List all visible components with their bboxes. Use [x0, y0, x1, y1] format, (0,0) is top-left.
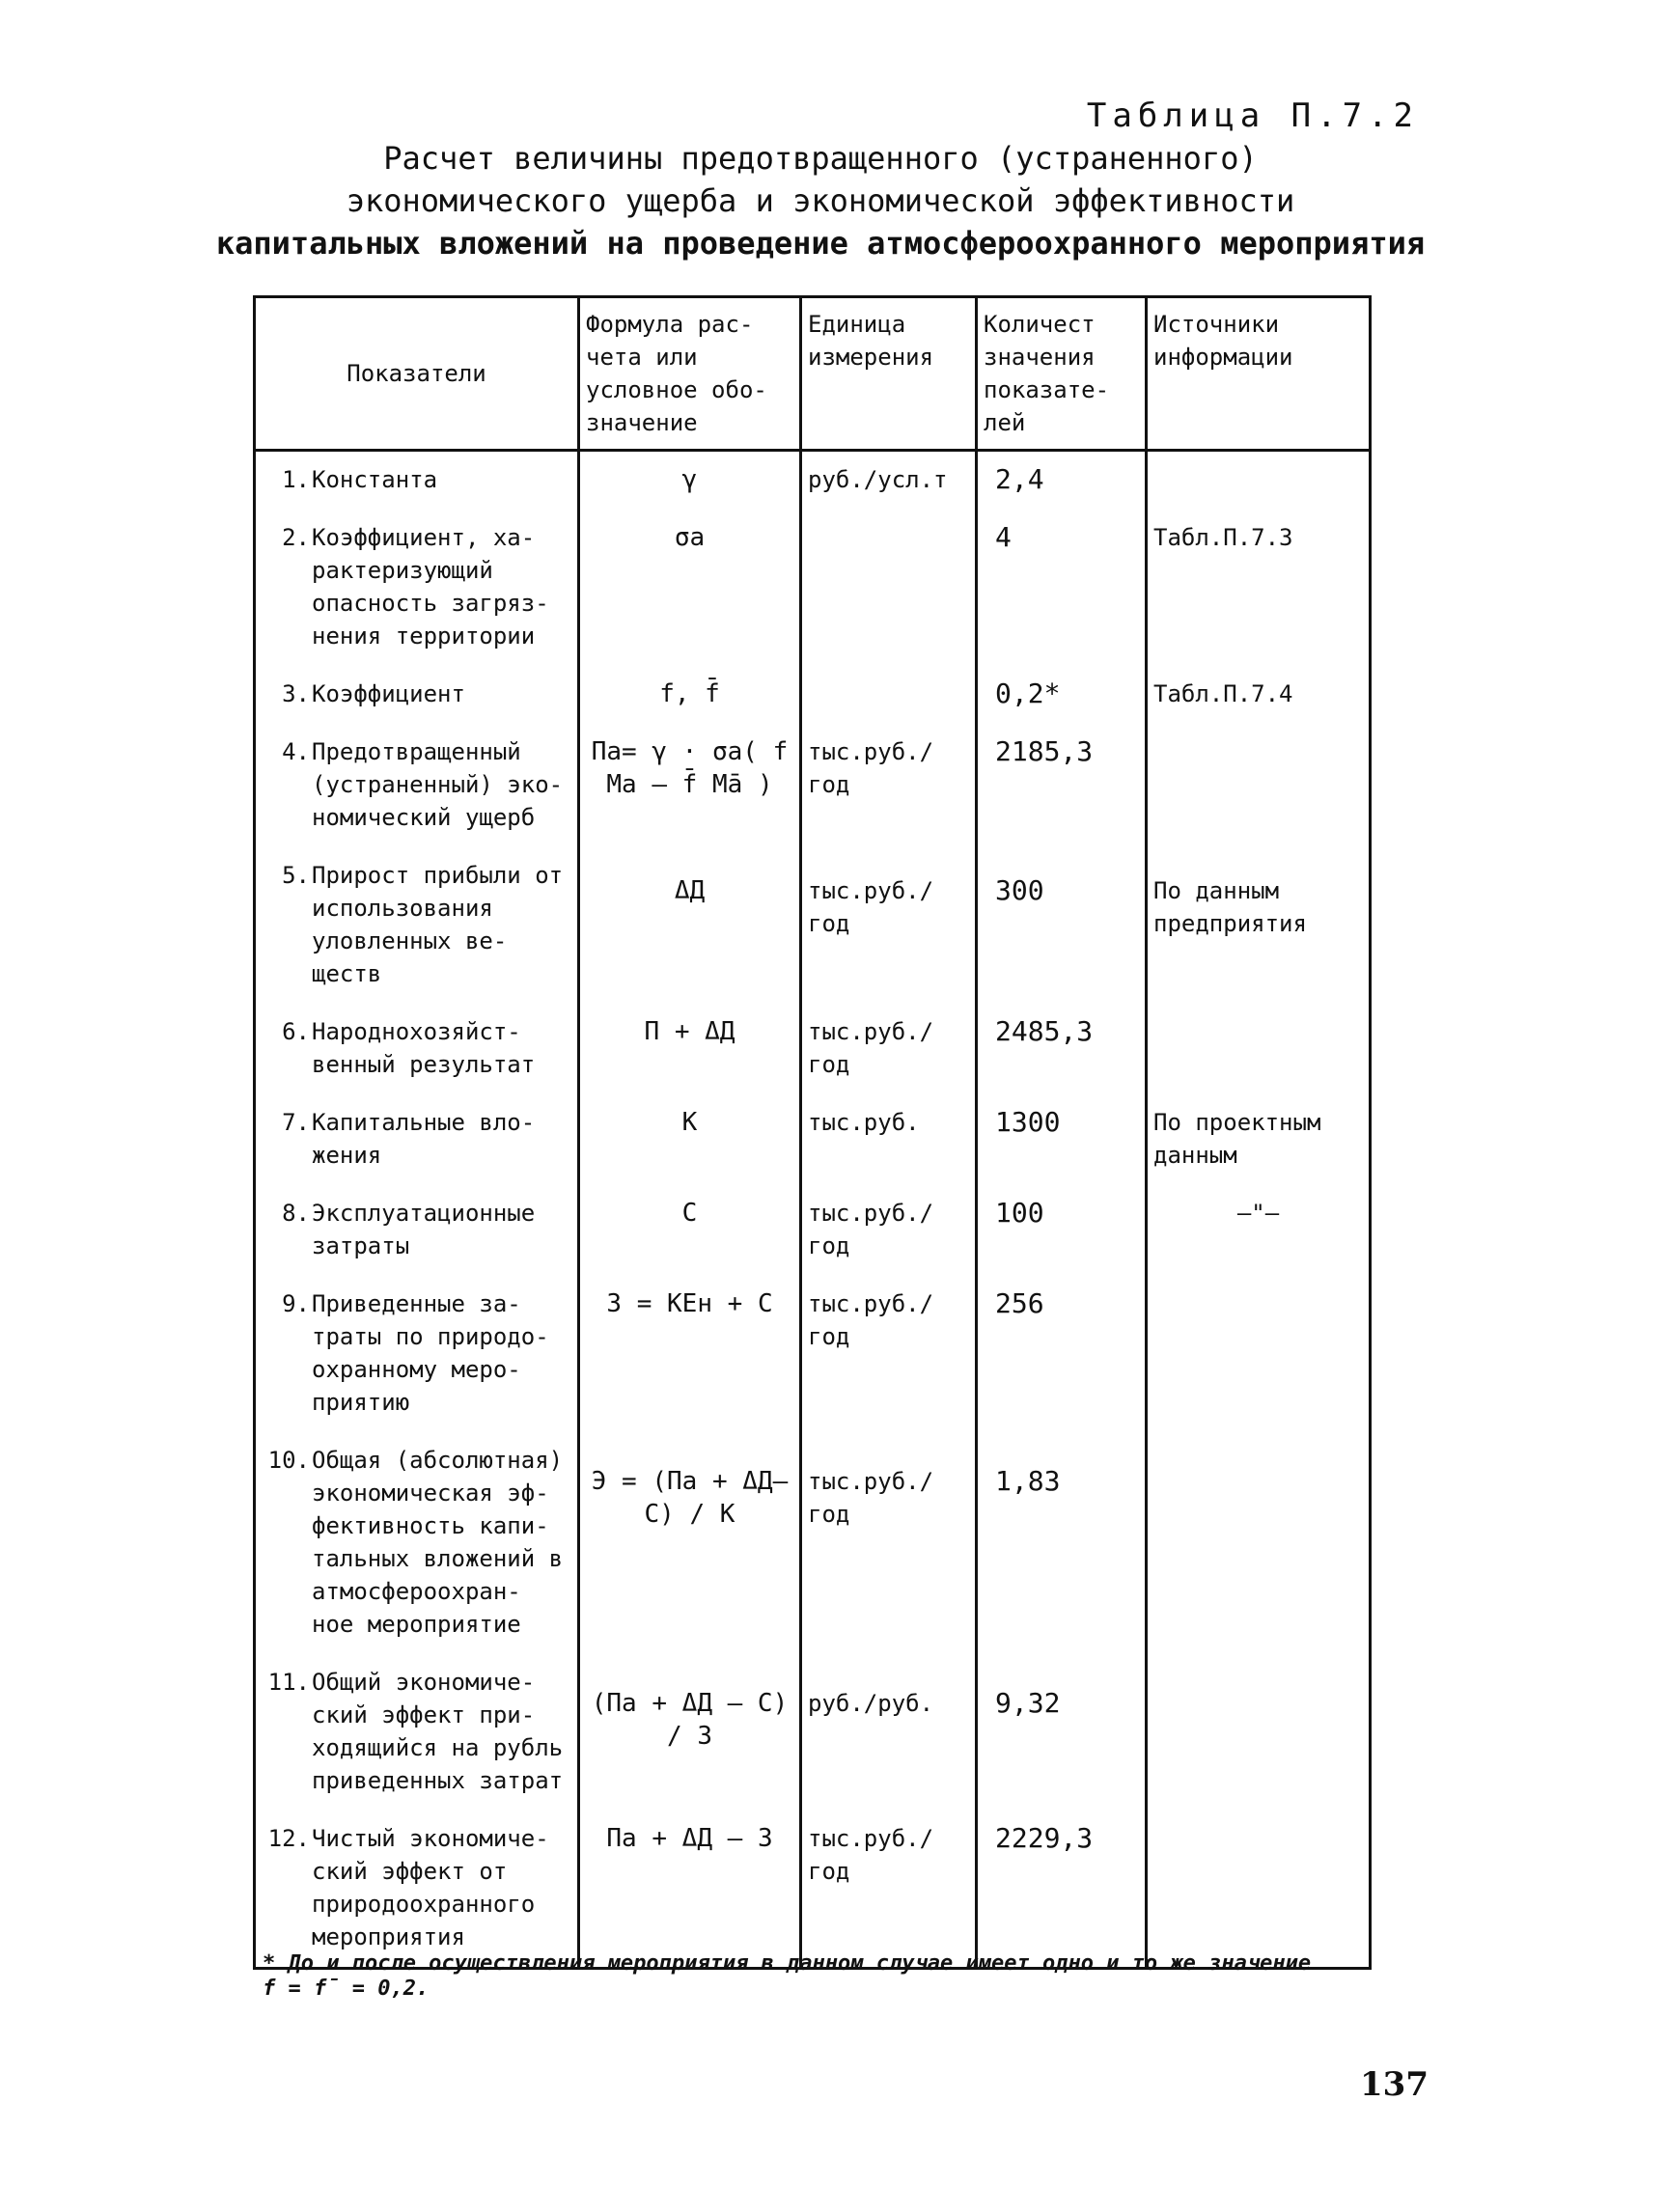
footnote: * До и после осуществления мероприятия в данном случае имеет одно и то же значение f = f̄ = 0,2.: [263, 1951, 1312, 2001]
indicator-cell: [255, 510, 579, 666]
value-cell: 300: [977, 847, 1147, 1004]
value-cell: 256: [977, 1276, 1147, 1432]
table-row: [255, 847, 1371, 1004]
formula-cell: (Пa + ΔД – С) / З: [579, 1654, 801, 1811]
indicator-cell: [255, 1811, 579, 1969]
unit-cell: тыс.руб./ год: [801, 724, 977, 847]
source-cell: [1147, 1811, 1371, 1969]
row-number: 11.: [267, 1669, 310, 1696]
unit-cell: тыс.руб./ год: [801, 1004, 977, 1094]
source-cell: По проектным данным: [1147, 1094, 1371, 1185]
unit-cell: [801, 666, 977, 724]
unit-cell: тыс.руб.: [801, 1094, 977, 1185]
indicator-cell: [255, 1276, 579, 1432]
row-number: 9.: [282, 1290, 310, 1317]
row-number: 4.: [282, 738, 310, 765]
table-label: Таблица П.7.2: [1086, 97, 1419, 135]
indicator-cell: [255, 1004, 579, 1094]
indicator-name: Константа: [312, 466, 438, 493]
indicator-name: Капитальные вло- жения: [312, 1109, 536, 1169]
source-cell: По данным предприятия: [1147, 847, 1371, 1004]
formula-cell: Пa + ΔД – З: [579, 1811, 801, 1969]
table-row: [255, 1654, 1371, 1811]
formula-cell: Э = (Пa + ΔД–С) / К: [579, 1432, 801, 1654]
row-number: 7.: [282, 1109, 310, 1136]
indicator-name: Народнохозяйст- венный результат: [312, 1018, 536, 1078]
table-row: [255, 451, 1371, 511]
indicator-cell: [255, 724, 579, 847]
table-row: [255, 1276, 1371, 1432]
title-line-3: капитальных вложений на проведение атмосфероохранного мероприятия: [215, 225, 1426, 262]
source-cell: [1147, 1004, 1371, 1094]
indicator-cell: [255, 666, 579, 724]
row-number: 10.: [267, 1447, 310, 1474]
row-number: 2.: [282, 524, 310, 551]
value-cell: 2185,3: [977, 724, 1147, 847]
source-cell: –"–: [1147, 1185, 1371, 1276]
col-header-indicators: Показатели: [255, 297, 579, 451]
table-row: [255, 724, 1371, 847]
unit-cell: тыс.руб./ год: [801, 1276, 977, 1432]
unit-cell: тыс.руб./ год: [801, 1811, 977, 1969]
source-cell: [1147, 1432, 1371, 1654]
table-row: [255, 510, 1371, 666]
formula-cell: К: [579, 1094, 801, 1185]
source-cell: [1147, 1276, 1371, 1432]
table-row: [255, 1811, 1371, 1969]
unit-cell: руб./руб.: [801, 1654, 977, 1811]
table-row: [255, 666, 1371, 724]
title-line-1: Расчет величины предотвращенного (устраненного): [383, 140, 1258, 177]
indicator-name: Прирост прибыли от использования уловленных ве- ществ: [312, 862, 564, 987]
value-cell: 9,32: [977, 1654, 1147, 1811]
source-cell: [1147, 724, 1371, 847]
indicator-name: Эксплуатационные затраты: [312, 1200, 536, 1259]
col-header-value: Количест значения показате- лей: [977, 297, 1147, 451]
table-title: [183, 137, 1457, 264]
title-line-2: экономического ущерба и экономической эффективности: [346, 182, 1295, 219]
row-number: 6.: [282, 1018, 310, 1045]
indicator-name: Общий экономиче- ский эффект при- ходящийся на рубль приведенных затрат: [312, 1669, 564, 1794]
row-number: 12.: [267, 1825, 310, 1852]
indicator-cell: [255, 1185, 579, 1276]
formula-cell: γ: [579, 451, 801, 511]
table-row: [255, 1094, 1371, 1185]
value-cell: 1,83: [977, 1432, 1147, 1654]
unit-cell: руб./усл.т: [801, 451, 977, 511]
source-cell: Табл.П.7.4: [1147, 666, 1371, 724]
row-number: 8.: [282, 1200, 310, 1227]
value-cell: 4: [977, 510, 1147, 666]
formula-cell: σа: [579, 510, 801, 666]
source-cell: Табл.П.7.3: [1147, 510, 1371, 666]
formula-cell: П + ΔД: [579, 1004, 801, 1094]
indicator-name: Приведенные за- траты по природо- охранному меро- приятию: [312, 1290, 549, 1416]
indicator-cell: [255, 1654, 579, 1811]
indicators-table: [253, 295, 1372, 1970]
table-row: [255, 1185, 1371, 1276]
formula-cell: С: [579, 1185, 801, 1276]
indicator-name: Общая (абсолютная) экономическая эф- фективность капи- тальных вложений в атмосфероохран- ное мероприятие: [312, 1447, 564, 1638]
indicator-name: Чистый экономиче- ский эффект от природоохранного мероприятия: [312, 1825, 549, 1950]
indicator-name: Предотвращенный (устраненный) эко- номический ущерб: [312, 738, 564, 831]
indicator-cell: [255, 1432, 579, 1654]
page-number: 137: [1360, 2065, 1429, 2104]
source-cell: [1147, 451, 1371, 511]
unit-cell: тыс.руб./ год: [801, 1432, 977, 1654]
row-number: 1.: [282, 466, 310, 493]
row-number: 3.: [282, 680, 310, 707]
value-cell: 2,4: [977, 451, 1147, 511]
indicator-cell: [255, 451, 579, 511]
formula-cell: ΔД: [579, 847, 801, 1004]
value-cell: 2485,3: [977, 1004, 1147, 1094]
row-number: 5.: [282, 862, 310, 889]
indicator-name: Коэффициент, ха- рактеризующий опасность загряз- нения территории: [312, 524, 549, 650]
unit-cell: тыс.руб./ год: [801, 1185, 977, 1276]
indicator-name: Коэффициент: [312, 680, 465, 707]
col-header-formula: Формула рас- чета или условное обо- значение: [579, 297, 801, 451]
source-cell: [1147, 1654, 1371, 1811]
value-cell: 1300: [977, 1094, 1147, 1185]
formula-cell: Пa= γ · σа( f Мa – f̄ М̄a ): [579, 724, 801, 847]
formula-cell: З = КЕн + С: [579, 1276, 801, 1432]
indicator-cell: [255, 1094, 579, 1185]
unit-cell: [801, 510, 977, 666]
indicator-cell: [255, 847, 579, 1004]
col-header-unit: Единица измерения: [801, 297, 977, 451]
value-cell: 2229,3: [977, 1811, 1147, 1969]
value-cell: 0,2*: [977, 666, 1147, 724]
value-cell: 100: [977, 1185, 1147, 1276]
table-row: [255, 1432, 1371, 1654]
formula-cell: f, f̄: [579, 666, 801, 724]
col-header-source: Источники информации: [1147, 297, 1371, 451]
header-row: [255, 297, 1371, 451]
unit-cell: тыс.руб./ год: [801, 847, 977, 1004]
table-row: [255, 1004, 1371, 1094]
